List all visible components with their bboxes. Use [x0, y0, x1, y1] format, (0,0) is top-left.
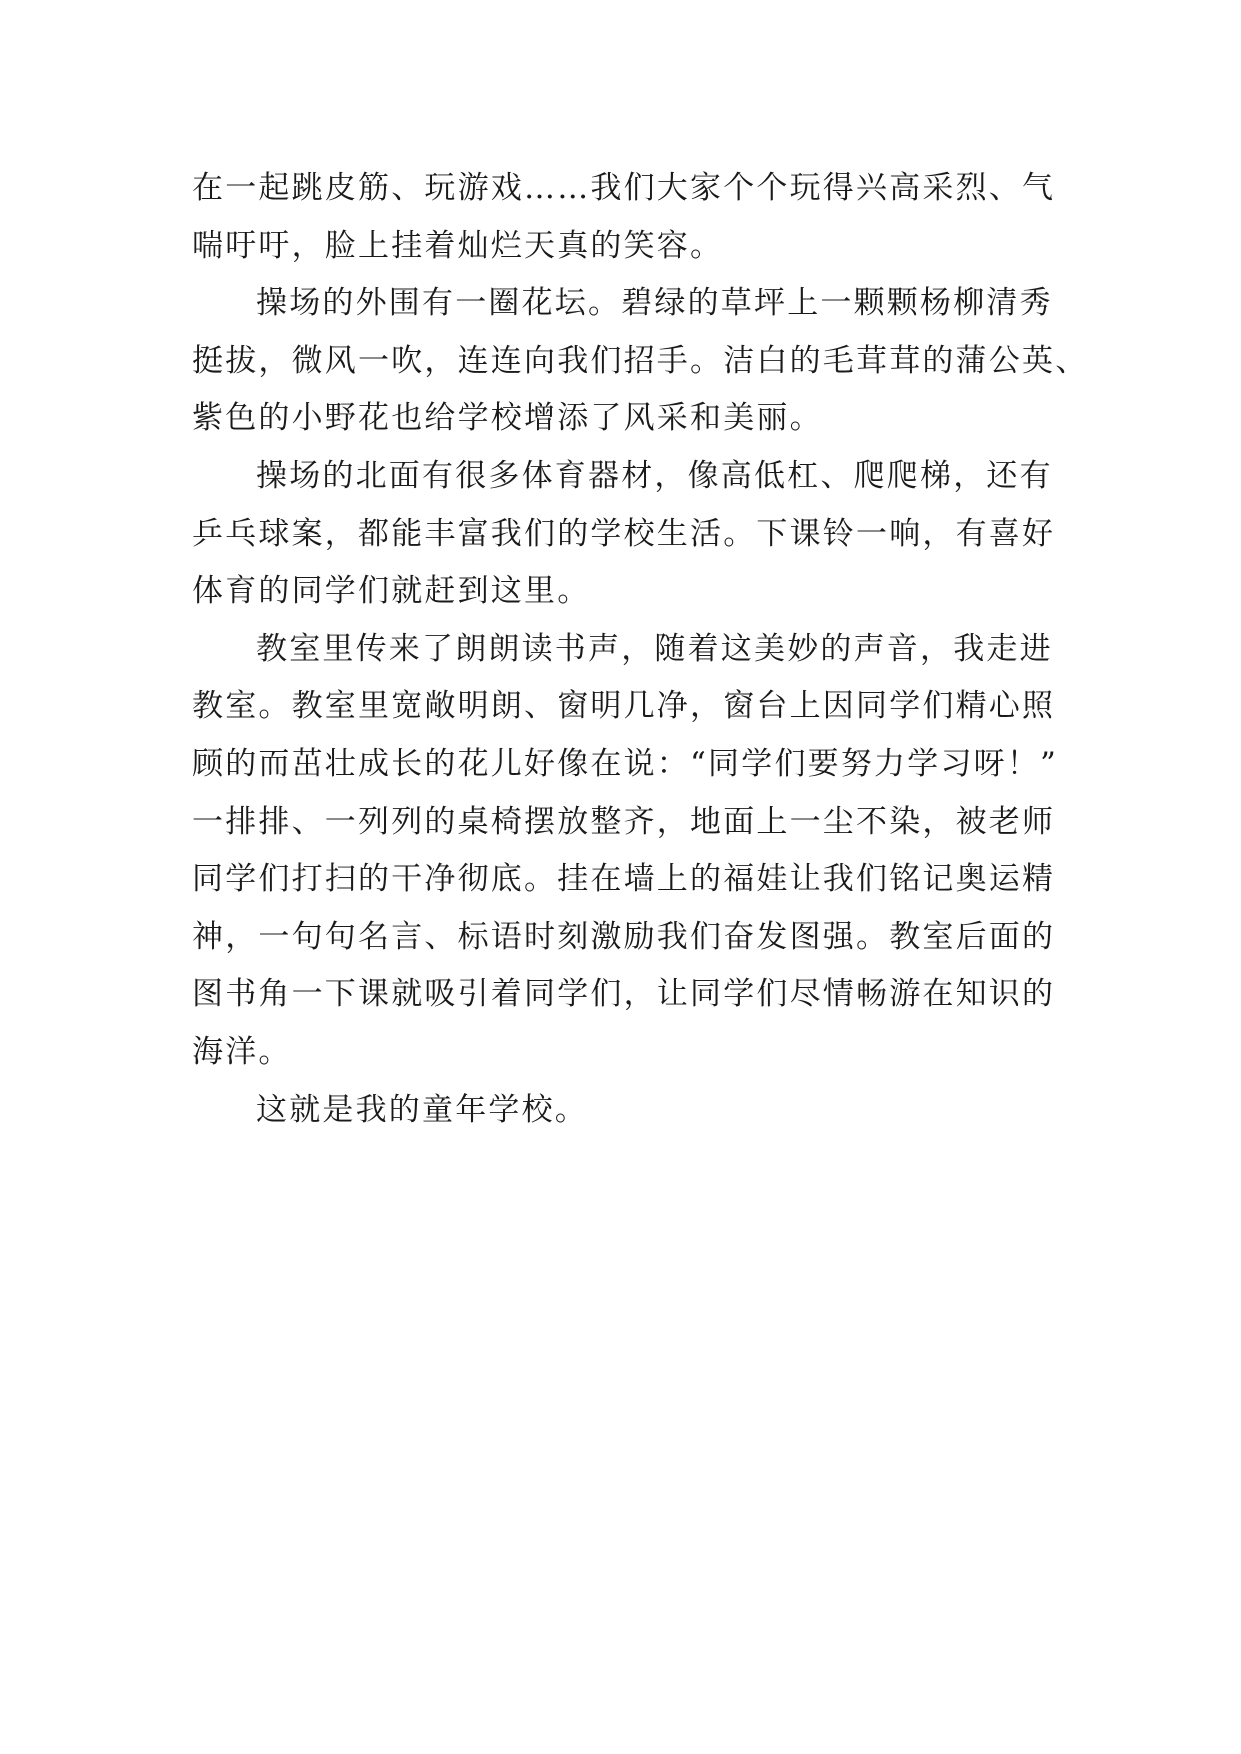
text-line: 海洋。 — [192, 1033, 292, 1070]
text-line: 乒乓球案，都能丰富我们的学校生活。下课铃一响，有喜好 — [192, 515, 1056, 552]
text-line: 一排排、一列列的桌椅摆放整齐，地面上一尘不染，被老师 — [192, 803, 1056, 840]
text-line: 同学们打扫的干净彻底。挂在墙上的福娃让我们铭记奥运精 — [192, 861, 1056, 898]
text-line: 图书角一下课就吸引着同学们，让同学们尽情畅游在知识的 — [192, 976, 1056, 1013]
text-line: 神，一句句名言、标语时刻激励我们奋发图强。教室后面的 — [192, 918, 1056, 955]
text-line: 在一起跳皮筋、玩游戏……我们大家个个玩得兴高采烈、气 — [192, 170, 1056, 206]
text-line: 挺拔，微风一吹，连连向我们招手。洁白的毛茸茸的蒲公英、 — [192, 342, 1089, 379]
text-line: 喘吁吁，脸上挂着灿烂天真的笑容。 — [192, 227, 724, 264]
text-line: 教室里传来了朗朗读书声，随着这美妙的声音，我走进 — [256, 630, 1053, 667]
text-line: 操场的外围有一圈花坛。碧绿的草坪上一颗颗杨柳清秀 — [256, 285, 1053, 322]
essay-body — [192, 160, 1089, 1139]
text-line: 教室。教室里宽敞明朗、窗明几净，窗台上因同学们精心照 — [192, 688, 1056, 725]
text-line: 顾的而茁壮成长的花儿好像在说：“同学们要努力学习呀！” — [192, 745, 1059, 782]
text-line: 操场的北面有很多体育器材，像高低杠、爬爬梯，还有 — [256, 457, 1053, 494]
text-line: 紫色的小野花也给学校增添了风采和美丽。 — [192, 400, 823, 437]
text-line: 这就是我的童年学校。 — [256, 1091, 588, 1128]
text-line: 体育的同学们就赶到这里。 — [192, 573, 591, 610]
